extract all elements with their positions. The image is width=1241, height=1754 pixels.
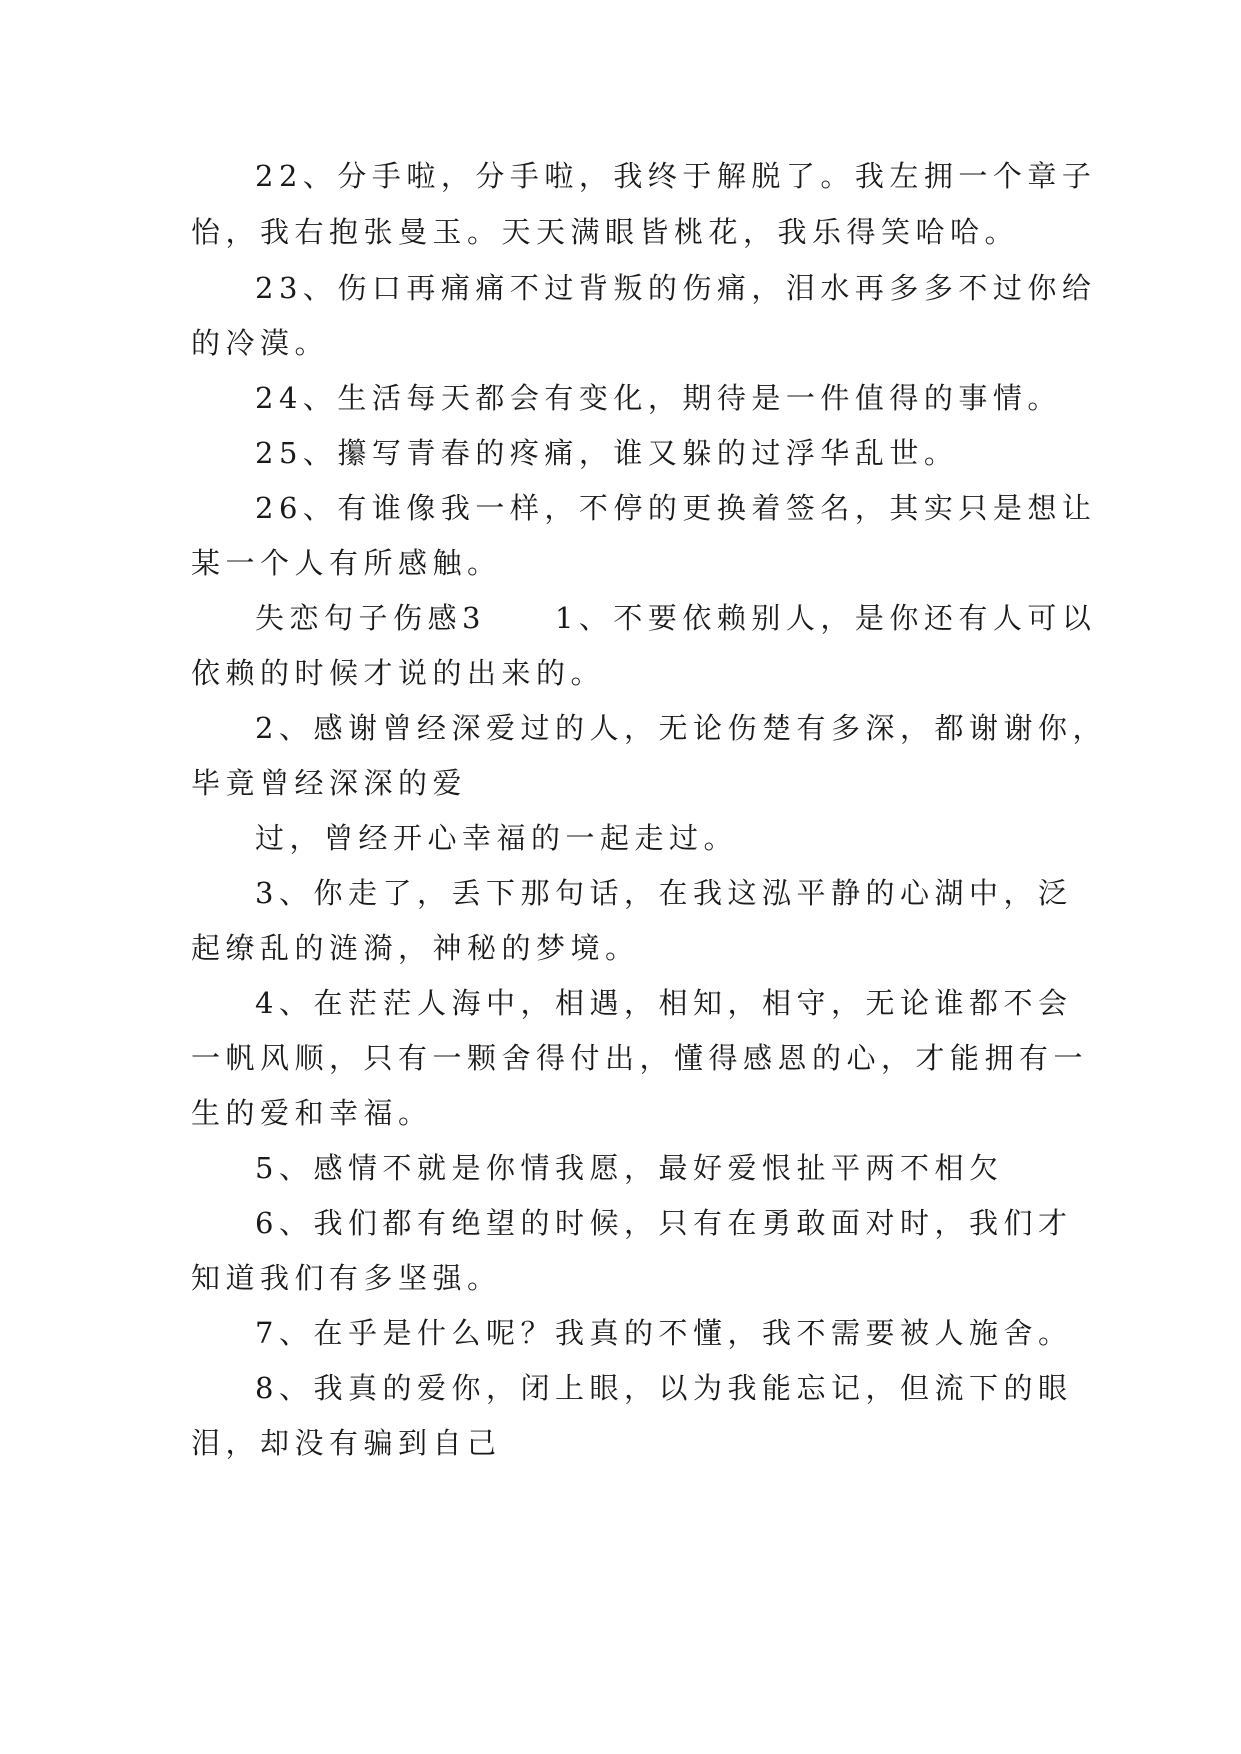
text-line: 怡，我右抱张曼玉。天天满眼皆桃花，我乐得笑哈哈。 bbox=[191, 215, 1020, 249]
text-line: 26、有谁像我一样，不停的更换着签名，其实只是想让 bbox=[255, 491, 1097, 525]
text-line: 一帆风顺，只有一颗舍得付出，懂得感恩的心，才能拥有一 bbox=[191, 1041, 1089, 1075]
text-line: 2、感谢曾经深爱过的人，无论伤楚有多深，都谢谢你， bbox=[255, 711, 1107, 745]
text-line: 起缭乱的涟漪，神秘的梦境。 bbox=[191, 931, 640, 965]
text-line: 8、我真的爱你，闭上眼，以为我能忘记，但流下的眼 bbox=[255, 1371, 1073, 1405]
text-line: 失恋句子伤感3 1、不要依赖别人，是你还有人可以 bbox=[255, 601, 1097, 635]
text-line: 生的爱和幸福。 bbox=[191, 1096, 433, 1130]
text-line: 3、你走了，丢下那句话，在我这泓平静的心湖中，泛 bbox=[255, 876, 1073, 910]
text-line: 知道我们有多坚强。 bbox=[191, 1261, 502, 1295]
text-line: 4、在茫茫人海中，相遇，相知，相守，无论谁都不会 bbox=[255, 986, 1073, 1020]
text-line: 泪，却没有骗到自己 bbox=[191, 1426, 502, 1460]
text-line: 毕竟曾经深深的爱 bbox=[191, 766, 468, 800]
text-line: 某一个人有所感触。 bbox=[191, 546, 502, 580]
text-line: 过，曾经开心幸福的一起走过。 bbox=[255, 821, 739, 855]
text-line: 23、伤口再痛痛不过背叛的伤痛，泪水再多多不过你给 bbox=[255, 271, 1097, 305]
text-line: 7、在乎是什么呢？我真的不懂，我不需要被人施舍。 bbox=[255, 1316, 1073, 1350]
text-line: 22、分手啦，分手啦，我终于解脱了。我左拥一个章子 bbox=[255, 159, 1097, 193]
text-line: 6、我们都有绝望的时候，只有在勇敢面对时，我们才 bbox=[255, 1206, 1073, 1240]
text-line: 5、感情不就是你情我愿，最好爱恨扯平两不相欠 bbox=[255, 1151, 1004, 1185]
text-line: 24、生活每天都会有变化，期待是一件值得的事情。 bbox=[255, 381, 1062, 415]
text-line: 依赖的时候才说的出来的。 bbox=[191, 656, 606, 690]
text-line: 的冷漠。 bbox=[191, 326, 330, 360]
text-line: 25、攥写青春的疼痛，谁又躲的过浮华乱世。 bbox=[255, 436, 959, 470]
